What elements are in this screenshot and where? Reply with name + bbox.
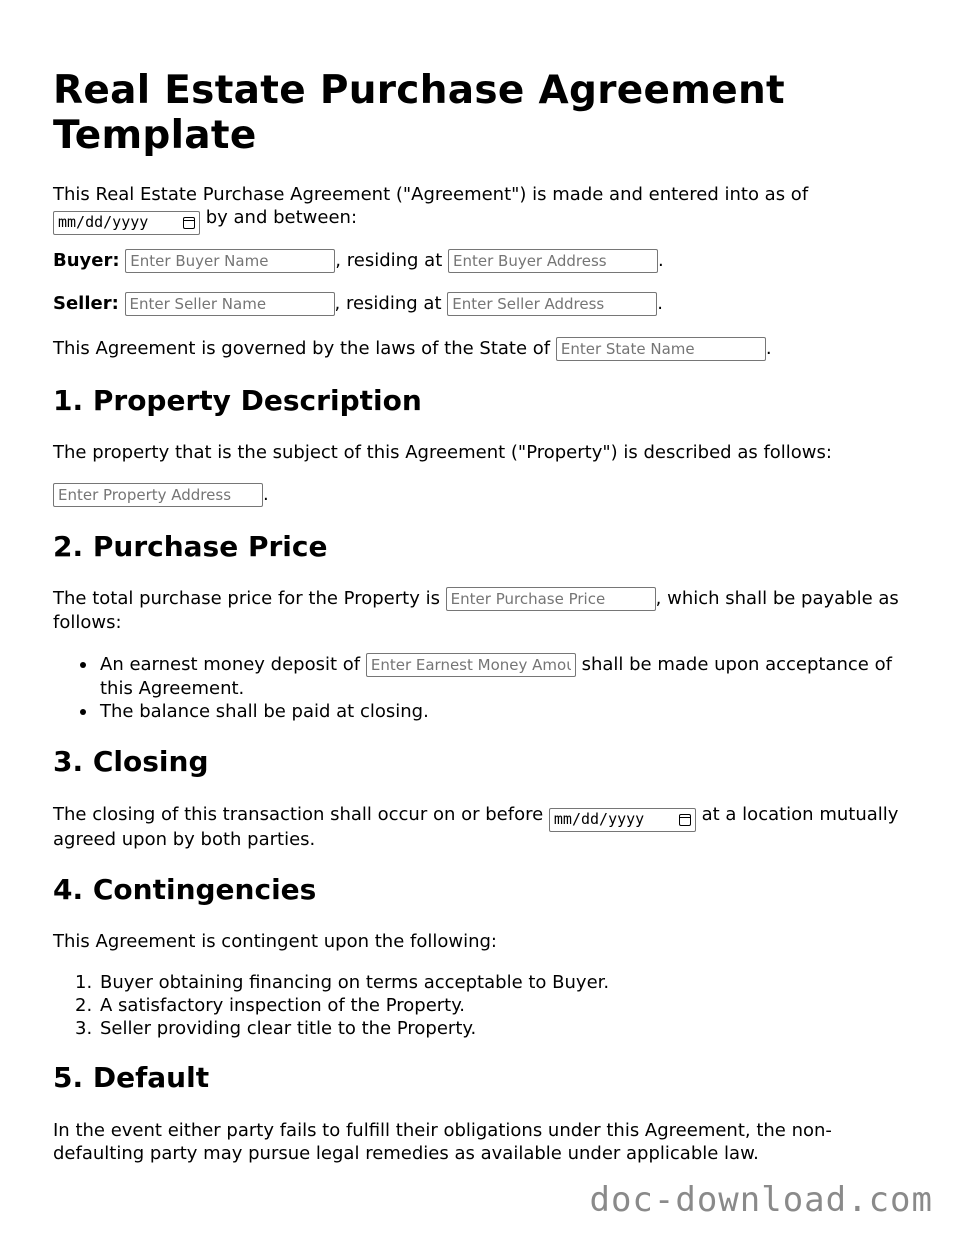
payment-list: [53, 653, 913, 723]
earnest-text: An earnest money deposit of: [100, 654, 366, 675]
agreement-date-placeholder: mm/dd/yyyy: [58, 213, 149, 231]
property-address-end: .: [263, 484, 269, 505]
governing-text: This Agreement is governed by the laws of the State of: [53, 338, 556, 359]
purchase-price-paragraph: [53, 587, 913, 634]
calendar-icon[interactable]: [183, 217, 195, 229]
buyer-residing-text: , residing at: [335, 250, 448, 271]
balance-text: The balance shall be paid at closing.: [100, 701, 429, 722]
list-number: 3.: [75, 1018, 93, 1039]
buyer-end: .: [658, 250, 664, 271]
contingency-text: Seller providing clear title to the Property.: [100, 1018, 477, 1039]
list-item: [53, 653, 913, 700]
closing-paragraph: [53, 803, 913, 851]
section-4-heading: 4. Contingencies: [53, 873, 317, 906]
governing-end: .: [765, 338, 772, 359]
closing-text: The closing of this transaction shall occur on or before: [53, 804, 549, 825]
list-item: [53, 994, 913, 1017]
closing-text-after: at a location mutually agreed upon by both parties.: [53, 804, 899, 850]
seller-address-input[interactable]: [447, 292, 657, 316]
watermark: doc-download.com: [589, 1180, 933, 1220]
bullet-icon: [80, 709, 86, 715]
intro-text-after: by and between:: [200, 207, 358, 228]
purchase-price-input[interactable]: [446, 587, 656, 611]
buyer-label: Buyer:: [53, 250, 120, 271]
closing-date-input[interactable]: [549, 808, 696, 832]
agreement-date-input[interactable]: [53, 211, 200, 235]
section-1-text: The property that is the subject of this Agreement ("Property") is described as follows:: [53, 442, 832, 463]
seller-label: Seller:: [53, 293, 119, 314]
contingency-text: A satisfactory inspection of the Property.: [100, 995, 466, 1016]
contingency-text: Buyer obtaining financing on terms acceptable to Buyer.: [100, 972, 610, 993]
purchase-price-text: The total purchase price for the Property is: [53, 588, 446, 609]
section-2-heading: 2. Purchase Price: [53, 530, 328, 563]
section-5-text: In the event either party fails to fulfill their obligations under this Agreement, the non-defaulting party may pursue legal remedies as available under applicable law.: [53, 1120, 832, 1164]
seller-line: [53, 292, 913, 316]
buyer-address-input[interactable]: [448, 249, 658, 273]
list-item: [53, 1017, 913, 1040]
closing-date-placeholder: mm/dd/yyyy: [553, 810, 645, 828]
bullet-icon: [80, 662, 86, 668]
earnest-text-after: shall be made upon acceptance of this Agreement.: [100, 654, 892, 699]
list-number: 2.: [75, 995, 93, 1016]
list-item: [53, 700, 913, 723]
seller-residing-text: , residing at: [334, 293, 448, 314]
section-3-heading: 3. Closing: [53, 745, 209, 778]
intro-paragraph: [53, 183, 913, 231]
governing-law-line: [53, 337, 913, 361]
intro-text: This Real Estate Purchase Agreement ("Agreement") is made and entered into as of: [53, 184, 809, 205]
list-item: [53, 971, 913, 994]
property-address-input[interactable]: [53, 483, 263, 507]
buyer-name-input[interactable]: [125, 249, 335, 273]
property-address-line: [53, 483, 913, 507]
earnest-money-input[interactable]: [366, 653, 576, 677]
seller-end: .: [657, 293, 663, 314]
page-title: Real Estate Purchase Agreement Template: [53, 68, 785, 158]
list-number: 1.: [75, 972, 93, 993]
state-name-input[interactable]: [556, 337, 766, 361]
seller-name-input[interactable]: [125, 292, 335, 316]
buyer-line: [53, 249, 913, 273]
section-4-text: This Agreement is contingent upon the following:: [53, 931, 497, 952]
contingency-list: [53, 971, 913, 1040]
section-1-heading: 1. Property Description: [53, 384, 422, 417]
calendar-icon[interactable]: [679, 814, 691, 826]
purchase-price-text-after: , which shall be payable as follows:: [53, 588, 899, 633]
section-5-heading: 5. Default: [53, 1061, 210, 1094]
